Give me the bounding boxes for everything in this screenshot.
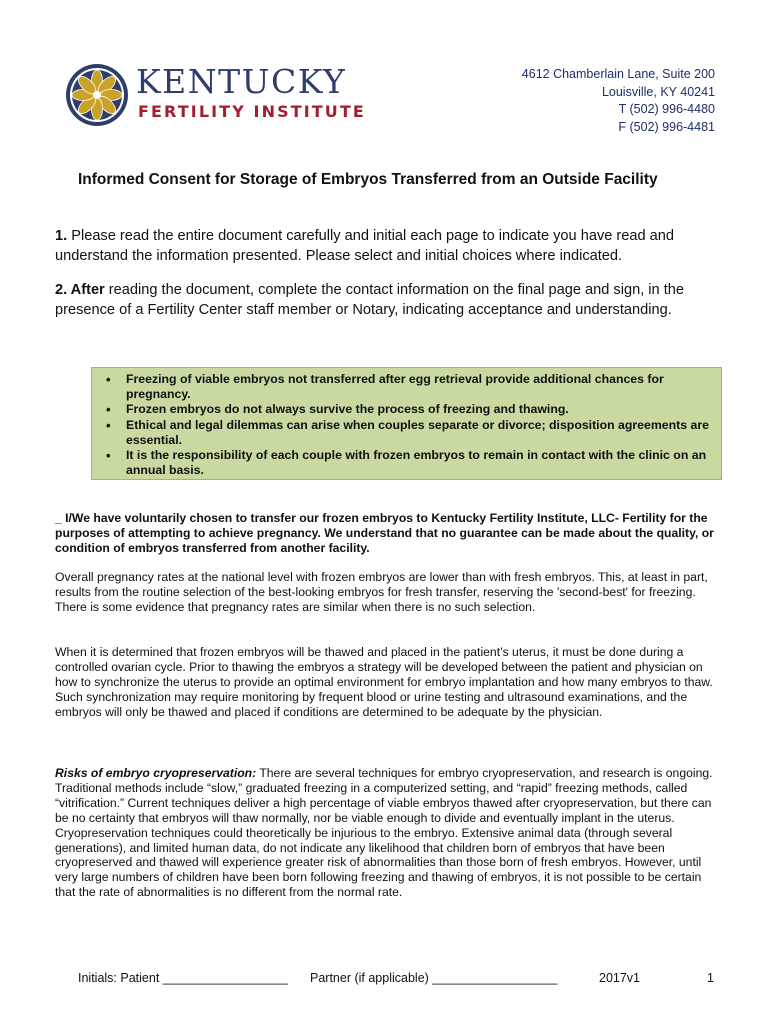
instruction-step-1	[55, 227, 725, 266]
step-2-number: 2. After	[55, 282, 105, 298]
step-2-text: reading the document, complete the contact information on the final page and sign, in the presence of a Fertility Center staff member or Notary, indicating acceptance and understanding.	[55, 282, 685, 318]
summary-item: • Ethical and legal dilemmas can arise when couples separate or divorce; disposition agreements are essential.	[126, 418, 713, 448]
logo-subtitle: FERTILITY INSTITUTE	[138, 102, 366, 121]
risks-text: There are several techniques for embryo cryopreservation, and research is ongoing. Traditional methods include “slow,” graduated freezing in a computerized setting, and “rapid” freezing methods, called “vitrification.” Current techniques deliver a high percentage of viable embryos thawed after cryopreservation, but there can be no certainty that embryos will thaw normally, nor be viable enough to divide and eventually implant in the uterus. Cryopreservation techniques could theoretically be injurious to the embryo. Extensive animal data (through several generations), and limited human data, do not indicate any likelihood that children born of embryos that have been cryopreserved and thawed will experience greater risk of abnormalities than those born of fresh embryos. However, until very large numbers of children have been born following freezing and thawing of embryos, it is not possible to be certain that the rate of abnormalities is no different from the normal rate.	[55, 766, 713, 900]
logo-name: KENTUCKY	[136, 62, 347, 101]
instruction-step-2	[55, 281, 725, 320]
risks-paragraph	[55, 766, 719, 900]
step-1-text: Please read the entire document carefully and initial each page to indicate you have read and understand the information presented. Please select and initial choices where indicated.	[55, 228, 675, 264]
step-1-number: 1.	[55, 228, 68, 244]
thawing-paragraph: When it is determined that frozen embryos will be thawed and placed in the patient’s uterus, it must be done during a controlled ovarian cycle. Prior to thawing the embryos a strategy will be developed between the patient and physician on how to synchronize the uterus to provide an optimal environment for embryo implantation and how many embryos to thaw. Such synchronization may require monitoring by frequent blood or urine testing and ultrasound examinations, and the embryos will only be thawed and placed if conditions are determined to be adequate by the physician.	[55, 645, 713, 719]
summary-item: • It is the responsibility of each couple with frozen embryos to remain in contact with the clinic on an annual basis.	[126, 448, 713, 478]
pregnancy-rates-paragraph: Overall pregnancy rates at the national level with frozen embryos are lower than with fresh embryos. This, at least in part, results from the routine selection of the best-looking embryos for fresh transfer, reserving the 'second-best' for freezing. There is some evidence that pregnancy rates are similar when there is no such selection.	[55, 570, 708, 614]
summary-list	[92, 368, 721, 478]
risks-heading: Risks of embryo cryopreservation:	[55, 766, 257, 780]
partner-initials-field[interactable]: Partner (if applicable) __________________	[310, 971, 558, 985]
summary-item: • Freezing of viable embryos not transferred after egg retrieval provide additional chances for pregnancy.	[126, 372, 713, 402]
form-version: 2017v1	[599, 971, 641, 985]
summary-box	[91, 367, 722, 480]
address-phone: T (502) 996-4480	[618, 102, 715, 116]
address-street: 4612 Chamberlain Lane, Suite 200	[521, 67, 715, 81]
address-block	[522, 66, 715, 136]
document-title: Informed Consent for Storage of Embryos Transferred from an Outside Facility	[78, 171, 658, 188]
acknowledgement-initial-line[interactable]: _ I/We have voluntarily chosen to transfer our frozen embryos to Kentucky Fertility Institute, LLC- Fertility for the purposes of attempting to achieve pregnancy. We understand that no guarantee can be made about the quality, or condition of embryos transferred from another facility.	[55, 511, 714, 555]
page-number: 1	[707, 971, 714, 985]
address-city: Louisville, KY 40241	[601, 84, 715, 99]
logo	[64, 62, 366, 132]
flower-logo-icon	[64, 62, 130, 128]
address-fax: F (502) 996-4481	[618, 119, 715, 134]
summary-item: • Frozen embryos do not always survive the process of freezing and thawing.	[126, 402, 713, 417]
patient-initials-field[interactable]: Initials: Patient __________________	[78, 971, 288, 985]
